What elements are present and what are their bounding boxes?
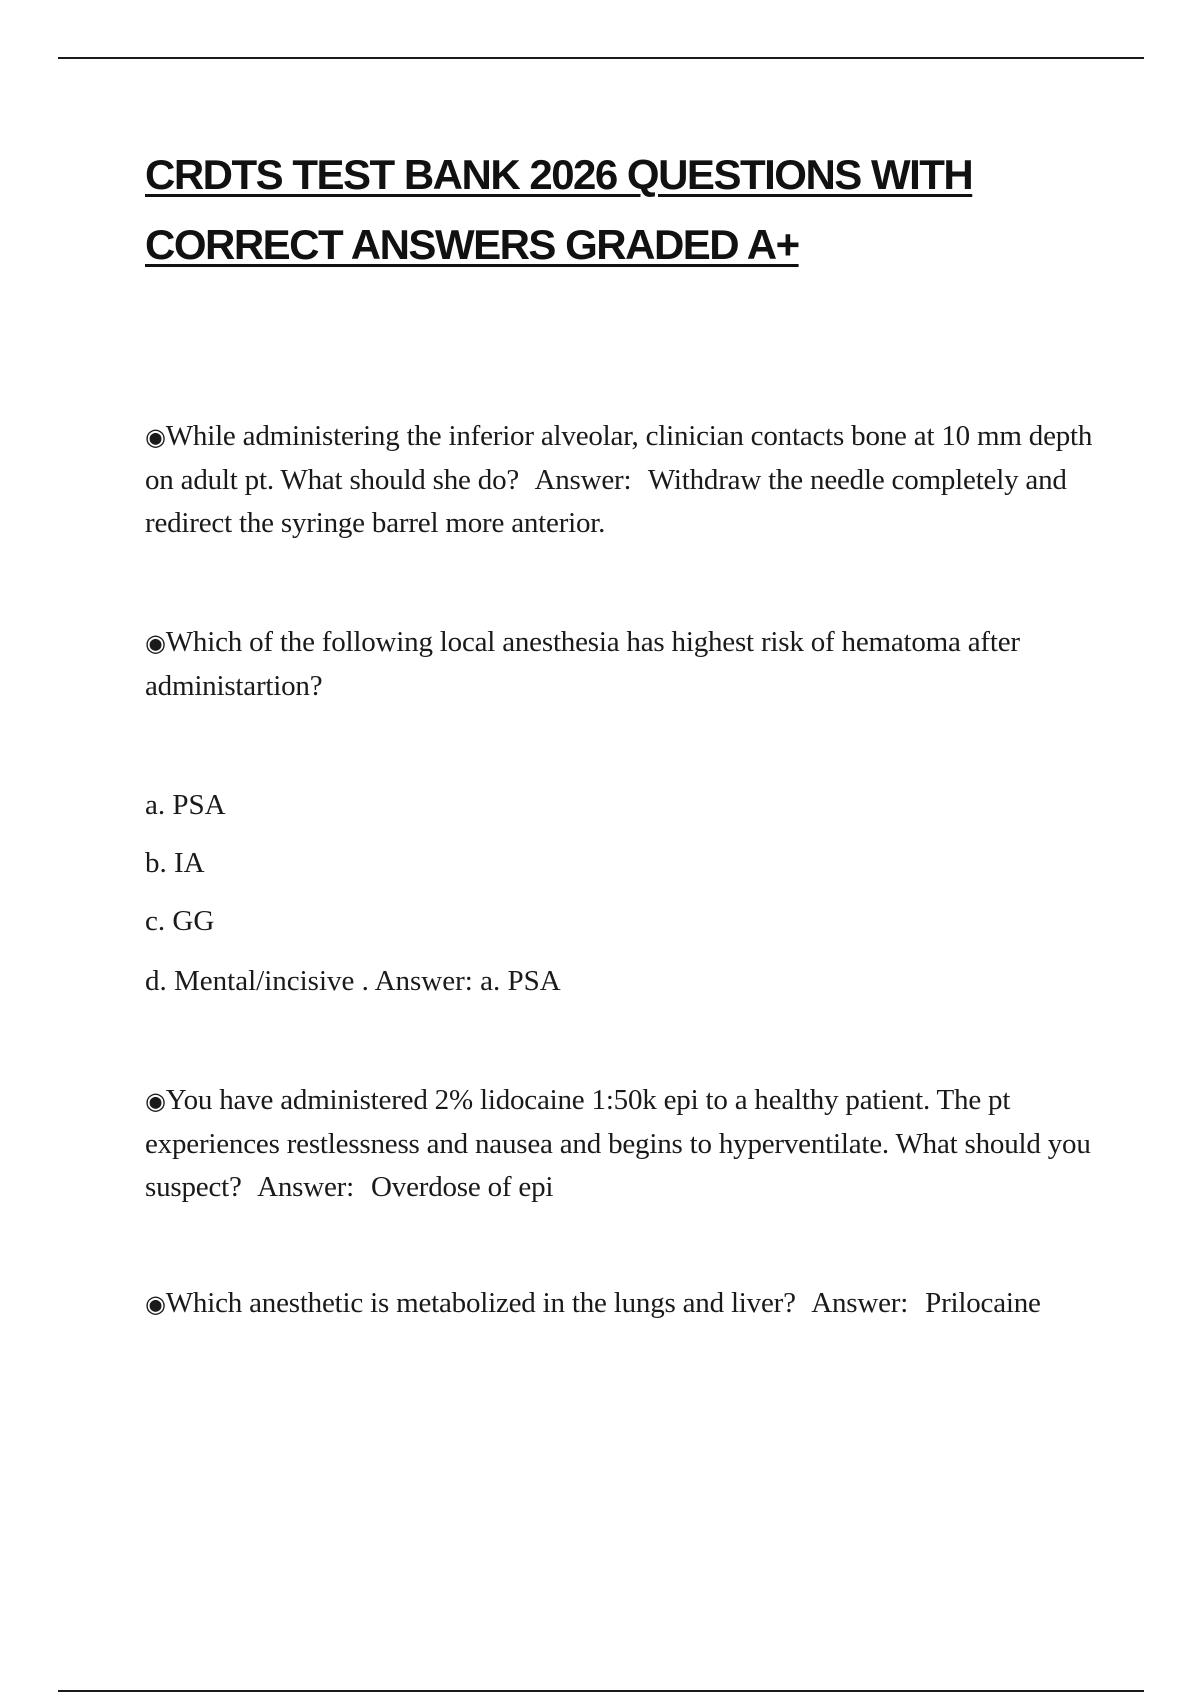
question-1-text: While administering the inferior alveolar, clinician contacts bone at 10 mm depth on adult pt. What should she do? [145,420,1093,496]
bullet-icon: ◉ [145,1087,166,1115]
bullet-icon: ◉ [145,423,166,451]
top-rule [58,57,1144,59]
question-2-answer: a. PSA [480,965,561,997]
question-2-answer-label: Answer: [374,965,473,997]
bullet-icon: ◉ [145,629,166,657]
question-2 [145,621,1095,708]
question-4 [145,1282,1095,1326]
question-3-answer-label: Answer: [257,1171,354,1203]
question-3-answer: Overdose of epi [371,1171,554,1203]
question-2-option-c: c. GG [145,905,215,937]
bottom-rule [58,1690,1144,1692]
question-2-option-d [145,961,561,1001]
question-4-answer: Prilocaine [925,1287,1041,1319]
question-1-answer: Withdraw the needle completely and redirect the syringe barrel more anterior. [145,464,1067,539]
question-2-option-b: b. IA [145,847,205,879]
question-1 [145,415,1095,545]
question-4-answer-label: Answer: [811,1287,909,1319]
question-2-option-a: a. PSA [145,789,226,821]
question-3 [145,1079,1095,1209]
question-4-text: Which anesthetic is metabolized in the lungs and liver? [165,1287,796,1319]
question-3-text: You have administered 2% lidocaine 1:50k epi to a healthy patient. The pt experiences restlessness and nausea and begins to hyperventilate. What should you suspect? [145,1084,1091,1203]
question-1-answer-label: Answer: [534,464,632,496]
question-2-text: Which of the following local anesthesia has highest risk of hematoma after administartion? [145,626,1020,702]
question-2-option-d-text: d. Mental/incisive . [145,965,369,997]
bullet-icon: ◉ [145,1290,166,1318]
document-title: CRDTS TEST BANK 2026 QUESTIONS WITH CORRECT ANSWERS GRADED A+ [145,151,973,268]
